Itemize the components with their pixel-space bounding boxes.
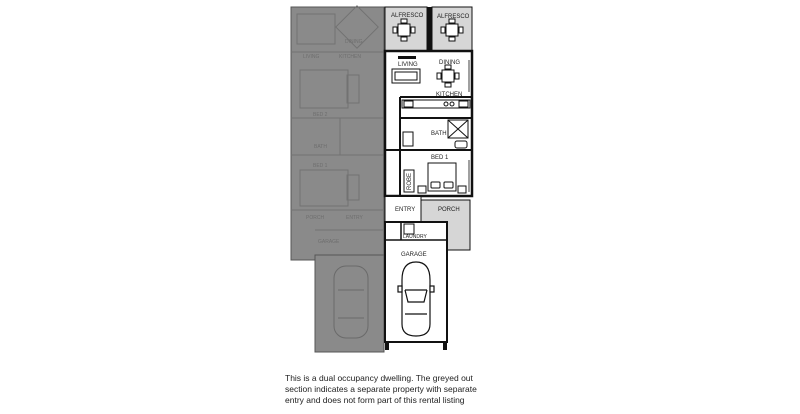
kitchen-bench-icon xyxy=(402,100,470,108)
greyed-out-property xyxy=(291,6,384,352)
entry-label: ENTRY xyxy=(395,207,416,213)
dining-label: DINING xyxy=(439,60,460,66)
notice-line-1: This is a dual occupancy dwelling. The greyed out xyxy=(285,373,473,383)
ghost-dining-label: DINING xyxy=(345,39,363,45)
ghost-bed2-label: BED 2 xyxy=(313,112,328,118)
ghost-living-label: LIVING xyxy=(303,54,320,60)
tv-icon xyxy=(398,56,416,59)
robe-label: ROBE xyxy=(407,172,413,190)
notice-line-3: entry and does not form part of this rental listing xyxy=(285,395,465,405)
ghost-garage-label: GARAGE xyxy=(318,239,340,245)
kitchen-label: KITCHEN xyxy=(436,92,463,98)
ghost-kitchen-label: KITCHEN xyxy=(339,54,361,60)
car-icon xyxy=(398,262,434,336)
alfresco-right-label: ALFRESCO xyxy=(437,14,470,20)
porch-label: PORCH xyxy=(438,207,460,213)
sofa-icon xyxy=(392,69,420,83)
dual-occupancy-notice xyxy=(285,373,525,406)
garage-label: GARAGE xyxy=(401,252,427,258)
ghost-bath-label: BATH xyxy=(314,144,327,150)
bath-label: BATH xyxy=(431,131,447,137)
alfresco-left-label: ALFRESCO xyxy=(391,13,424,19)
ghost-porch-label: PORCH xyxy=(306,215,325,221)
ghost-entry-label: ENTRY xyxy=(346,215,363,221)
notice-line-2: section indicates a separate property with separate xyxy=(285,384,477,394)
ghost-bed1-label: BED 1 xyxy=(313,163,328,169)
laundry-tub-icon xyxy=(404,224,414,234)
laundry-label: LAUNDRY xyxy=(403,234,427,240)
living-label: LIVING xyxy=(398,62,418,68)
bed1-label: BED 1 xyxy=(431,155,449,161)
